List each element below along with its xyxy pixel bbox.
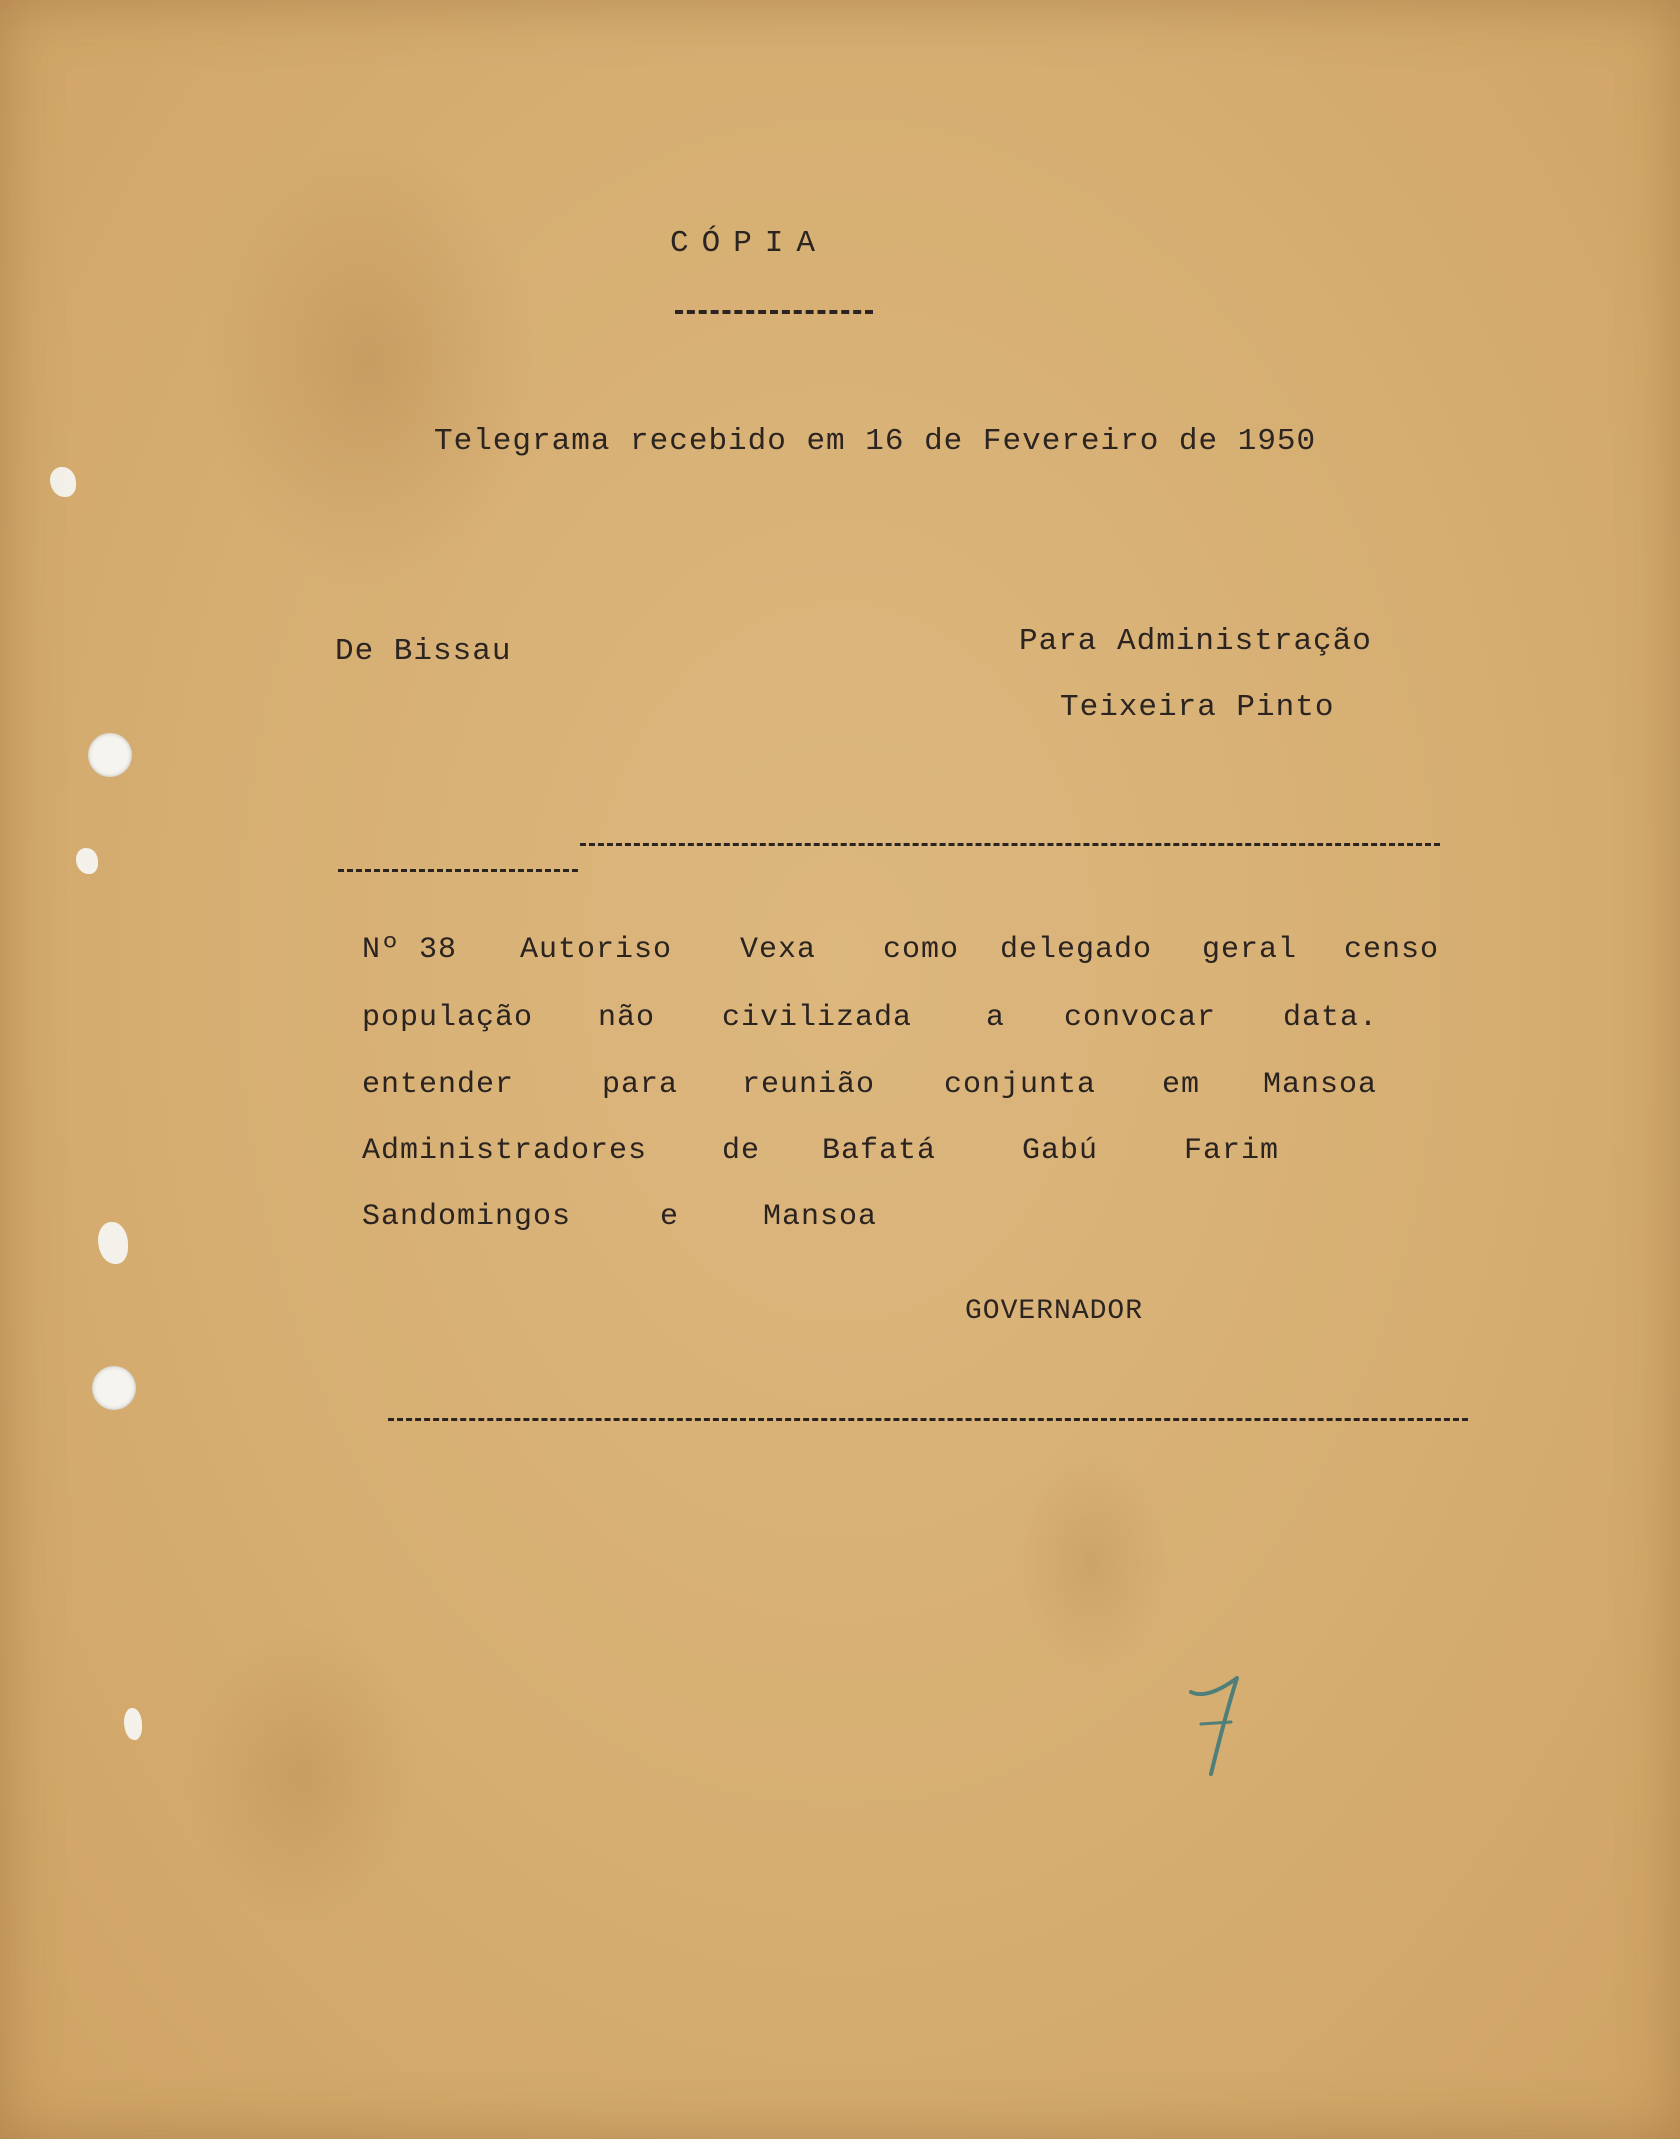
body-word: reunião bbox=[742, 1068, 876, 1102]
body-word: Administradores bbox=[362, 1134, 648, 1168]
body-word: Gabú bbox=[1022, 1134, 1099, 1168]
body-word: Vexa bbox=[740, 933, 817, 967]
separator-rule-upper-left bbox=[338, 869, 578, 872]
body-word: Nº 38 bbox=[362, 933, 458, 967]
body-line bbox=[0, 1134, 1680, 1174]
body-line bbox=[0, 933, 1680, 973]
body-word: Sandomingos bbox=[362, 1200, 572, 1234]
tear-mark bbox=[76, 848, 98, 874]
body-word: Mansoa bbox=[1263, 1068, 1378, 1102]
body-word: civilizada bbox=[722, 1001, 913, 1035]
body-line bbox=[0, 1001, 1680, 1041]
punch-hole-lower bbox=[92, 1366, 136, 1410]
body-word: geral bbox=[1202, 933, 1298, 967]
body-word: data. bbox=[1283, 1001, 1379, 1035]
body-line bbox=[0, 1200, 1680, 1240]
recipient-line-1: Para Administração bbox=[1019, 624, 1372, 659]
body-word: população bbox=[362, 1001, 534, 1035]
body-word: conjunta bbox=[944, 1068, 1097, 1102]
body-word: entender bbox=[362, 1068, 515, 1102]
separator-rule-upper bbox=[580, 843, 1440, 846]
sender-line: De Bissau bbox=[335, 634, 512, 669]
body-word: e bbox=[660, 1200, 680, 1234]
body-word: censo bbox=[1344, 933, 1440, 967]
received-line: Telegrama recebido em 16 de Fevereiro de 1950 bbox=[434, 424, 1317, 459]
body-word: Mansoa bbox=[763, 1200, 878, 1234]
punch-hole-upper bbox=[88, 733, 132, 777]
separator-rule-lower bbox=[388, 1418, 1468, 1421]
body-word: Bafatá bbox=[822, 1134, 937, 1168]
body-word: convocar bbox=[1064, 1001, 1217, 1035]
body-word: não bbox=[598, 1001, 656, 1035]
heading-underline bbox=[675, 310, 873, 314]
signature: GOVERNADOR bbox=[965, 1296, 1144, 1327]
pencil-seven-icon bbox=[1185, 1670, 1245, 1780]
body-word: para bbox=[602, 1068, 679, 1102]
body-word: Farim bbox=[1184, 1134, 1280, 1168]
tear-mark bbox=[124, 1708, 142, 1740]
pencil-annotation bbox=[1185, 1670, 1245, 1780]
body-word: como bbox=[883, 933, 960, 967]
tear-mark bbox=[50, 467, 76, 497]
body-word: de bbox=[722, 1134, 761, 1168]
document-heading: CÓPIA bbox=[670, 226, 829, 261]
recipient-line-2: Teixeira Pinto bbox=[1060, 690, 1335, 725]
body-line bbox=[0, 1068, 1680, 1108]
body-word: em bbox=[1162, 1068, 1201, 1102]
body-word: delegado bbox=[1000, 933, 1153, 967]
body-word: Autoriso bbox=[520, 933, 673, 967]
body-word: a bbox=[986, 1001, 1006, 1035]
